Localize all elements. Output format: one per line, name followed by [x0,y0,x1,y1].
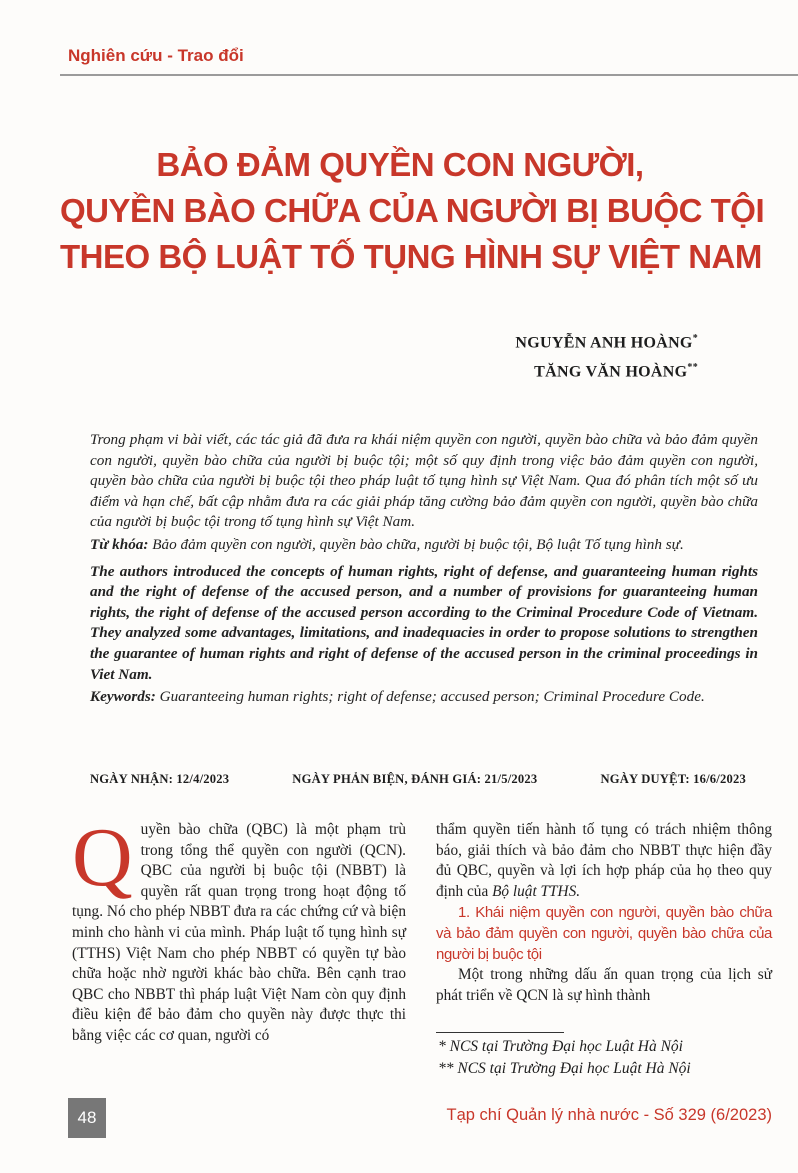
law-name-italic: Bộ luật TTHS. [492,882,581,900]
body-paragraph-2: Một trong những dấu ấn quan trọng của lịch sử phát triển về QCN là sự hình thành [436,966,772,1004]
author-2-name: TĂNG VĂN HOÀNG [534,363,688,381]
abstract-en: The authors introduced the concepts of human rights, right of defense, and guaranteeing human rights and the right of defense of the accused person, and a number of provisions for guaranteeing human rights, the right of defense of the accused person according to the Criminal Procedure Code of Vietnam. They analyzed some advantages, limitations, and inadequacies in order to propose solutions to strengthen the guarantee of human rights and right of defense of the accused person in the criminal proceedings in Viet Nam. [90,562,758,683]
body-column-right [436,820,772,1007]
title-line-1: BẢO ĐẢM QUYỀN CON NGƯỜI, [156,146,644,183]
abstract-vi: Trong phạm vi bài viết, các tác giả đã đưa ra khái niệm quyền con người, quyền bào chữa và bảo đảm quyền con người, quyền bào chữa của người bị buộc tội; một số quy định trong việc bảo đảm quyền con người, quyền bào chữa của người bị buộc tội theo pháp luật tố tụng hình sự Việt Nam. Qua đó phân tích một số ưu điểm và hạn chế, bất cập nhằm đưa ra các giải pháp tăng cường bảo đảm quyền con người, quyền bào chữa của người bị buộc tội trong tố tụng hình sự Việt Nam. [90,431,758,531]
footnote-rule [436,1032,564,1033]
keywords-en [90,687,758,708]
journal-footer: Tạp chí Quản lý nhà nước - Số 329 (6/2023) [446,1106,772,1124]
author-1 [515,326,698,355]
dates-row [90,772,746,787]
footnotes [438,1036,691,1080]
title-line-3: THEO BỘ LUẬT TỐ TỤNG HÌNH SỰ VIỆT NAM [60,238,762,275]
date-approved: NGÀY DUYỆT: 16/6/2023 [600,772,746,786]
author-2 [515,355,698,384]
body-column-left [72,811,406,1047]
article-title [60,142,765,280]
title-line-2: QUYỀN BÀO CHỮA CỦA NGƯỜI BỊ BUỘC TỘI [60,192,765,229]
footnote-2: ** NCS tại Trường Đại học Luật Hà Nội [438,1060,691,1077]
header-rule [60,74,798,76]
keywords-vi-text: Bảo đảm quyền con người, quyền bào chữa, người bị buộc tội, Bộ luật Tố tụng hình sự. [152,535,684,553]
abstract [90,430,758,708]
date-reviewed: NGÀY PHẢN BIỆN, ĐÁNH GIÁ: 21/5/2023 [292,772,538,786]
author-1-mark: * [692,333,698,344]
body-paragraph-1 [72,811,406,1047]
keywords-vi-label: Từ khóa: [90,535,149,553]
section-header: Nghiên cứu - Trao đổi [68,46,244,65]
drop-cap: Q [72,811,133,904]
keywords-vi [90,535,758,556]
keywords-en-label: Keywords: [90,688,156,706]
author-2-mark: ** [687,362,698,374]
body-paragraph-1-text: uyền bào chữa (QBC) là một phạm trù trong tổng thể quyền con người (QCN). QBC của người bị buộc tội (NBBT) là quyền rất quan trọng trong hoạt động tố tụng. Nó cho phép NBBT đưa ra các chứng cứ và biện minh cho hành vi của mình. Pháp luật tố tụng hình sự (TTHS) Việt Nam cho phép NBBT có quyền tự bào chữa hoặc nhờ người khác bào chữa. Bên cạnh trao QBC cho NBBT thì pháp luật Việt Nam còn quy định điều kiện để bảo đảm cho quyền này được thực thi bằng việc các cơ quan, người có [72,821,406,1044]
body-paragraph-1-cont [436,820,772,902]
footnote-1: * NCS tại Trường Đại học Luật Hà Nội [438,1038,683,1055]
date-received: NGÀY NHẬN: 12/4/2023 [90,772,230,786]
author-1-name: NGUYỄN ANH HOÀNG [515,334,693,352]
page-number: 48 [68,1098,106,1138]
section-heading-1: 1. Khái niệm quyền con người, quyền bào chữa và bảo đảm quyền con người, quyền bào chữa của người bị buộc tội [436,904,772,964]
keywords-en-text: Guaranteeing human rights; right of defense; accused person; Criminal Procedure Code. [159,688,705,706]
authors [515,326,698,385]
body-paragraph-1-cont-text: thẩm quyền tiến hành tố tụng có trách nhiệm thông báo, giải thích và bảo đảm cho NBBT thực hiện đầy đủ QBC, quyền và lợi ích hợp pháp của họ theo quy định của [436,821,772,900]
